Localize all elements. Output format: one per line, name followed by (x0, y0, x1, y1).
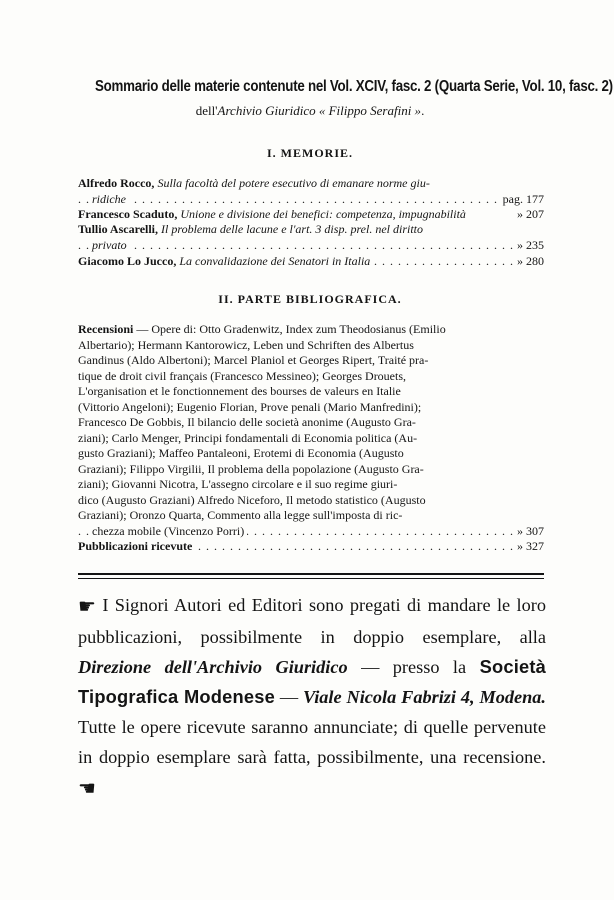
toc-title-cont: ridiche (92, 191, 126, 206)
recensioni-line: Recensioni — Opere di: Otto Gradenwitz, Index zum Theodosianus (Emilio (78, 322, 446, 336)
toc-author: Alfredo Rocco, (78, 176, 155, 190)
subtitle-suffix: . (421, 103, 425, 118)
notice-address: Viale Nicola Fabrizi 4, Modena. (303, 687, 546, 707)
toc-line (78, 176, 544, 192)
recensioni-line: Francesco De Gobbis, Il bilancio delle società anonime (Augusto Gra- (78, 415, 416, 429)
toc-entry-ascarelli (78, 222, 544, 253)
toc-line (78, 238, 544, 254)
toc-author: Tullio Ascarelli, (78, 222, 159, 236)
recensioni-line: Graziani); Oronzo Quarta, Commento alla legge sull'imposta di ric- (78, 508, 403, 522)
recensioni-line: ziani); Carlo Menger, Principi fondamentali di Economia politica (Au- (78, 430, 418, 445)
subtitle-prefix: dell' (195, 103, 218, 118)
recensioni-line: (Vittorio Angeloni); Eugenio Florian, Prove penali (Mario Manfredini); (78, 399, 422, 414)
recensioni-block (78, 322, 544, 555)
toc-entry-rocco (78, 176, 544, 207)
notice-emphasis: Direzione dell'Archivio Giuridico (78, 657, 348, 677)
toc-entry-scaduto (78, 207, 544, 223)
recensioni-line: Albertario); Hermann Kantorowicz, Leben und Schriften des Albertus (78, 337, 414, 352)
recensioni-line: tique de droit civil français (Francesco Messineo); Georges Drouets, (78, 368, 407, 383)
pointing-hand-right-icon: ☛ (78, 596, 96, 618)
toc-entry-lo-jucco (78, 254, 544, 270)
section-heading-bibliografica: II. PARTE BIBLIOGRAFICA. (218, 292, 402, 306)
subtitle-journal: Archivio Giuridico « Filippo Serafini » (217, 103, 422, 118)
toc-title-cont: privato (92, 237, 127, 252)
toc-page: » 235 (513, 238, 544, 253)
recensioni-line: Gandinus (Aldo Albertoni); Marcel Planiol et Georges Ripert, Traité pra- (78, 353, 429, 367)
toc-page: pag. 177 (499, 192, 544, 207)
toc-title: Sulla facoltà del potere esecutivo di emanare norme giu- (157, 176, 430, 190)
publisher-notice: ☛ I Signori Autori ed Editori sono pregati di mandare le loro pubblicazioni, possibilmente in doppio esemplare, alla Direzione dell'Archivio Giuridico — presso la Società Tipografica Modenese — Viale Nicola Fabrizi 4, Modena. Tutte le opere ricevute saranno annunciate; di quelle pervenute in doppio esemplare sarà fatta, possibilmente, una recensione. ☚ (78, 590, 546, 804)
recensioni-label: Recensioni (78, 322, 134, 336)
section-heading-memorie: I. MEMORIE. (267, 146, 353, 160)
recensioni-line: chezza mobile (Vincenzo Porri) » 307 . . . (78, 524, 544, 540)
page-title: Sommario delle materie contenute nel Vol. XCIV, fasc. 2 (Quarta Serie, Vol. 10, fasc. 2) (95, 78, 613, 95)
divider-rule-thin (78, 578, 544, 579)
toc-line (78, 222, 544, 238)
recensioni-line: ziani); Giovanni Nicotra, L'assegno circolare e il suo regime giuri- (78, 477, 398, 491)
toc-page: » 207 (513, 207, 544, 222)
pointing-hand-left-icon: ☚ (78, 778, 96, 800)
recensioni-line: gusto Graziani); Maffeo Pantaleoni, Erotemi di Economia (Augusto (78, 446, 404, 460)
toc-line (78, 192, 544, 208)
recensioni-line: Graziani); Filippo Virgilii, Il problema della popolazione (Augusto Gra- (78, 461, 424, 476)
pubblicazioni-line (78, 539, 544, 555)
toc-page: » 307 (513, 524, 544, 539)
divider-rule (78, 573, 544, 575)
toc-line (78, 207, 544, 223)
notice-publisher: Società Tipografica Modenese (78, 656, 546, 707)
recensioni-line: dico (Augusto Graziani) Alfredo Niceforo, Il metodo statistico (Augusto (78, 492, 426, 507)
page-subtitle (60, 103, 560, 119)
toc-author: Giacomo Lo Jucco, (78, 254, 177, 268)
pubblicazioni-label: Pubblicazioni ricevute (78, 539, 193, 553)
recensioni-line: L'organisation et le fonctionnement des bourses de valeurs en Italie (78, 384, 401, 398)
toc-title: La convalidazione dei Senatori in Italia (179, 254, 371, 268)
toc-page: » 327 (513, 539, 544, 554)
toc-title: Unione e divisione dei benefici: competenza, impugnabilità (180, 207, 466, 221)
toc-line (78, 254, 544, 270)
toc-title: Il problema delle lacune e l'art. 3 disp. prel. nel diritto (161, 222, 423, 236)
toc-page: » 280 (513, 254, 544, 269)
toc-author: Francesco Scaduto, (78, 207, 178, 221)
